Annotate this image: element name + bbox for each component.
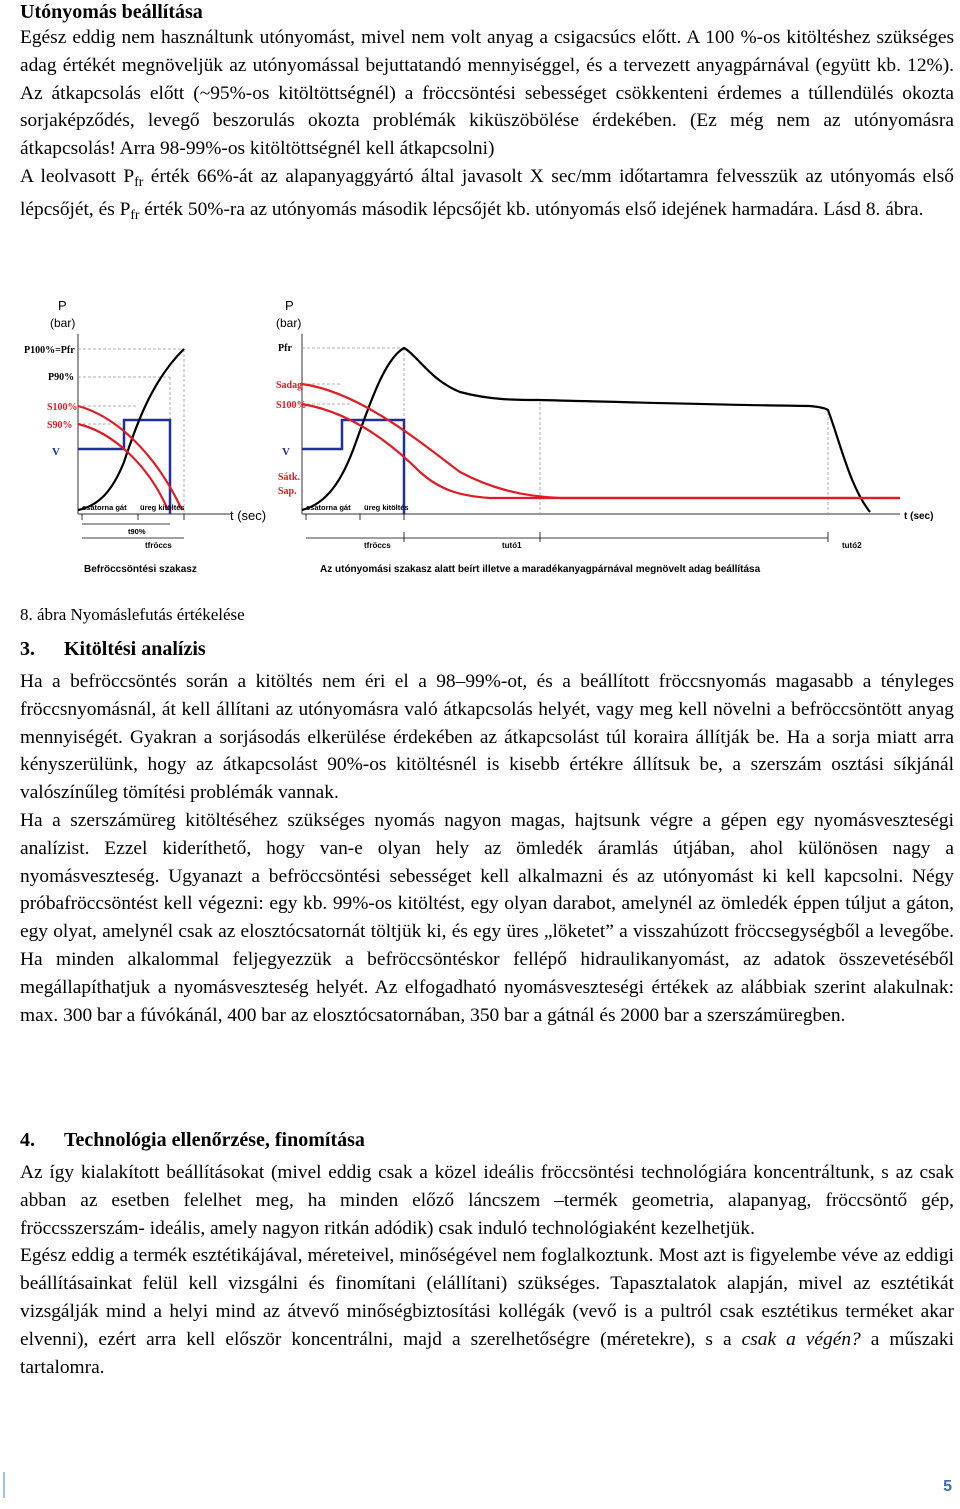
left-y-label-s90: S90% — [47, 420, 73, 431]
left-tfrocs-label: tfröccs — [145, 541, 172, 550]
right-bar-label: (bar) — [276, 316, 302, 330]
left-y-label-p100: P100%=Pfr — [24, 345, 75, 356]
left-stroke-curve-1 — [78, 406, 182, 510]
right-tuto2-label: tutó2 — [842, 541, 862, 550]
right-y-label-sap: Sap. — [278, 486, 297, 497]
section-4 — [20, 1127, 954, 1381]
left-t-label: t (sec) — [230, 508, 267, 523]
right-p-label: P — [285, 298, 294, 313]
right-tuto1-label: tutó1 — [502, 541, 522, 550]
right-t-label: t (sec) — [904, 511, 934, 522]
right-bracket-csatorna: csatorna gát — [306, 503, 351, 512]
right-velocity-curve — [302, 420, 404, 514]
left-t90-label: t90% — [128, 527, 146, 536]
paragraph-utonyomas-2: A leolvasott $P_{fr}$ érték 66%-át az alapanyaggyártó által javasolt X sec/mm időtartamra felvesszük az utónyomás első lépcsőjét, és $P_{fr}$ érték 50%-ra az utónyomás második lépcsőjét kb. utónyomás első idejének harmadára. Lásd 8. ábra. — [20, 165, 955, 222]
page-number: 5 — [943, 1478, 952, 1495]
section-3-paragraph-2: Ha a szerszámüreg kitöltéséhez szükséges nyomás nagyon magas, hajtsunk végre a gépen egy nyomásveszteségi analízist. Ezzel kideríthető, hogy van-e olyan hely az ömledék áramlás útjában, ahol különösen nagy a nyomásveszteség. Ugyanazt a befröccsöntési sebességet kell alkalmazni és az utónyomást ki kell kapcsolni. Négy próbafröccsöntést kell végezni: egy kb. 99%-os kitöltést, egy olyan darabot, amelynél az ömledék éppen túljut a gáton, egy olyat, amelynél csak az elosztócsatornát töltjük ki, és egy üres „löketet” a visszahúzott fröccsegységből a levegőbe. Ha minden alkalommal feljegyezzük a befröccsöntéskor fellépő hidraulikanyomást, az adatok összevetéséből megállapíthatjuk a nyomásveszteség helyét. Az elfogadható nyomásveszteségi értékek az alábbiak szerint alakulnak: max. 300 bar a fúvókánál, 400 bar az elosztócsatornában, 350 bar a gátnál és 2000 bar a szerszámüregben. — [20, 809, 954, 1026]
left-diagram — [24, 298, 266, 575]
left-bar-label: (bar) — [50, 316, 76, 330]
right-caption: Az utónyomási szakasz alatt beírt illetve a maradékanyagpárnával megnövelt adag beállítása — [320, 564, 761, 575]
left-bracket-ureg: üreg kitöltés — [140, 503, 185, 512]
left-bracket-csatorna: csatorna gát — [82, 503, 127, 512]
left-y-label-v: V — [52, 446, 60, 458]
paragraph-utonyomas-1: Egész eddig nem használtunk utónyomást, mivel nem volt anyag a csigacsúcs előtt. A 100 %-os kitöltéshez szükséges adag értékét megnöveljük az utónyomással bejuttatandó mennyiséggel, és a tervezett anyagpárnával (együtt kb. 12%). Az átkapcsolás előtt (~95%-os kitöltöttségnél) a fröccsöntési sebességet csökkenteni érdemes a túllendülés okozta sorjaképződés, levegő beszorulás okozta problémák kiküszöbölése érdekében. (Ez még nem az utónyomásra átkapcsolás! Arra 98-99%-os kitöltöttségnél kell átkapcsolni) — [20, 27, 954, 160]
right-bracket-ureg: üreg kitöltés — [364, 503, 409, 512]
section-4-paragraph-2: Egész eddig a termék esztétikájával, méreteivel, minőségével nem foglalkoztunk. Most azt is figyelembe véve az eddigi beállításainkat felül kell vizsgálni és finomítani (elállítani) szükséges. Tapasztalatok alapján, mivel az esztétikát vizsgálják mind a helyi mind az átvevő minőségbiztosítási kollégák (vevő is a pultról csak esztétikus terméket akar elvenni), ezért arra kell először koncentrálni, majd a szerelhetőségre (méretekre), s a csak a végén? a műszaki tartalomra. — [20, 1245, 954, 1378]
right-y-label-s100: S100% — [276, 400, 307, 411]
section-title-utonyomas: Utónyomás beállítása — [20, 1, 203, 23]
left-y-label-p90: P90% — [48, 372, 75, 383]
right-y-label-pfr: Pfr — [278, 343, 292, 354]
right-y-label-satk: Sátk. — [278, 472, 300, 483]
right-diagram — [276, 298, 933, 575]
left-caption: Befröccsöntési szakasz — [84, 564, 197, 575]
figure-caption: 8. ábra Nyomáslefutás értékelése — [20, 605, 245, 624]
right-stroke-curve-2 — [302, 404, 900, 498]
section-3 — [20, 636, 954, 1029]
section-3-heading: 3. Kitöltési analízis — [20, 638, 206, 660]
right-y-label-v: V — [282, 446, 290, 458]
left-p-label: P — [58, 298, 67, 313]
right-pressure-curve — [302, 348, 870, 512]
pressure-curve-figure — [20, 292, 954, 588]
right-tfrocs-label: tfröccs — [364, 541, 391, 550]
right-y-label-sadag: Sadag — [276, 380, 303, 391]
page-left-marker — [3, 1472, 5, 1498]
section-4-paragraph-1: Az így kialakított beállításokat (mivel eddig csak a közel ideális fröccsöntési technológiára koncentráltunk, s az csak abban az esetben felelhet meg, ha minden előző láncszem –termék geometria, alapanyag, fröccsöntő gép, fröccsszerszám- ideális, amely nagyon ritkán adódik) csak induló technológiaként kezelhetjük. — [20, 1162, 954, 1239]
document-page — [20, 0, 955, 1378]
section-3-paragraph-1: Ha a befröccsöntés során a kitöltés nem éri el a 98–99%-ot, és a beállított fröccsnyomás magasabb a tényleges fröccsnyomásnál, át kell állítani az utónyomásra való átkapcsolás helyét, vagy meg kell növelni a befröccsöntött anyag mennyiségét. Gyakran a sorjásodás elkerülése érdekében az átkapcsolást túl koraira állítják be. Ha a sorja miatt arra kényszerülünk, hogy az átkapcsolást 90%-os kitöltésnél is kisebb értékre állítsuk be, a szerszám osztási síkjánál valószínűleg tömítési problémák vannak. — [20, 671, 954, 804]
section-4-heading: 4. Technológia ellenőrzése, finomítása — [20, 1129, 365, 1151]
left-y-label-s100: S100% — [47, 402, 78, 413]
